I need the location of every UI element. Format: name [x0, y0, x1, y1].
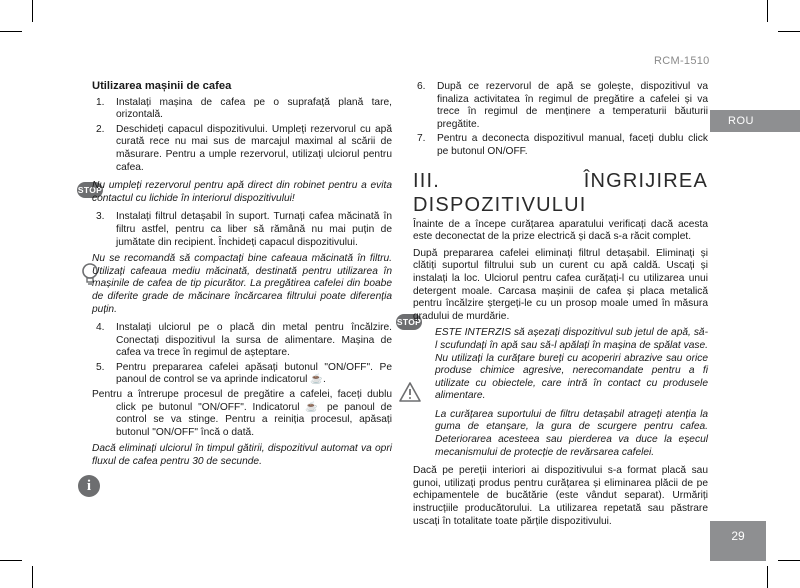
section-title: III. ÎNGRIJIREA DISPOZITIVULUI — [413, 169, 708, 216]
paragraph: După prepararea cafelei eliminați filtrul detașabil. Eliminați și clătiți suportul filtrului sub un curent cu apă caldă. Uscați și instalați la loc. Ulciorul pentru cafea curățați-l cu utilizarea unui detergent moale. Carcasa mașinii de cafea și placa metalică pentru încălzire ștergeți-le cu un prosop moale umed în măsura gradului de murdărie. — [413, 247, 708, 322]
stop-note: ESTE INTERZIS să așezați dispozitivul sub jetul de apă, să-l scufundați în apă sau să-l apălați în mașina de spălat vase. Nu utilizați la curățare bureți cu acoperiri abrazive sau orice produse chimice agresive, nerecomandate pentru a fi utilizate cu obiectele, care intră în contact cu produsele alimentare. — [435, 327, 708, 402]
right-column — [413, 81, 708, 532]
list-item: 3. Instalați filtrul detașabil în suport. Turnați cafea măcinată în filtru astfel, pentru ca liber să rămână nu mai puțin de jumătate din recipient. Închideți capacul dispozitivului. — [96, 211, 392, 248]
section-heading: Utilizarea mașinii de cafea — [92, 80, 232, 92]
page-number: 29 — [710, 521, 766, 561]
model-number: RCM-1510 — [654, 55, 710, 67]
tip-note: Nu se recomandă să compactați bine cafeaua măcinată în filtru. Utilizați cafeaua mediu măcinată, destinată pentru utilizarea în mașinile de cafea de tip picurător. La pregătirea cafelei din boabe de diferite grade de măcinare încărcarea filtrului poate diferenția puțin. — [92, 253, 392, 315]
crop-mark — [767, 566, 768, 588]
stop-note: Nu umpleți rezervorul pentru apă direct din robinet pentru a evita contactul cu lichide în interiorul dispozitivului! — [92, 180, 392, 204]
stop-icon: STOP — [396, 314, 422, 330]
crop-mark — [778, 560, 800, 561]
list-item: 4. Instalați ulciorul pe o placă din metal pentru încălzire. Conectați dispozitivul la sursa de alimentare. Mașina de cafea va trece în regimul de așteptare. — [96, 322, 392, 359]
crop-mark — [778, 31, 800, 32]
warning-note: La curățarea suportului de filtru detașabil atrageți atenția la guma de etanșare, la gura de scurgere pentru cafea. Deteriorarea acesteea sau pierderea va duce la eșecul mecanismului de protecție de revărsarea cafelei. — [435, 408, 708, 458]
paragraph: Dacă pe pereții interiori ai dispozitivului s-a format placă sau gunoi, utilizați produs pentru curățarea și eliminarea plăcii de pe echipamentele de bucătărie (este vândut separat). Urmăriți instrucțiile producătorului. La utilizarea repetată sau păstrare uscați în totalitate toate părțile dispozitivului. — [413, 465, 708, 527]
crop-mark — [0, 31, 22, 32]
list-item: 7. Pentru a deconecta dispozitivul manual, faceți dublu click pe butonul ON/OFF. — [417, 133, 708, 157]
language-tab: ROU — [710, 110, 800, 132]
list-item: 5. Pentru prepararea cafelei apăsați butonul "ON/OFF". Pe panoul de control se va aprinde indicatorul ☕. — [96, 361, 392, 386]
crop-mark — [32, 566, 33, 588]
crop-mark — [0, 560, 22, 561]
crop-mark — [767, 0, 768, 22]
list-item: 1. Instalați mașina de cafea pe o suprafață plană tare, orizontală. — [96, 96, 392, 121]
list-item: 6. După ce rezervorul de apă se golește, dispozitivul va finaliza activitatea în regimul de pregătire a cafelei și va trece în regimul de menținere a temperaturii băuturii pregătite. — [417, 81, 708, 130]
stop-icon: STOP — [77, 182, 103, 198]
info-icon: i — [78, 475, 100, 497]
left-column — [92, 80, 392, 475]
crop-mark — [32, 0, 33, 22]
paragraph: Pentru a întrerupe procesul de pregătire a cafelei, faceți dublu click pe butonul "ON/OFF". Indicatorul ☕ pe panoul de control se va stinge. Pentru a reiniția procesul, apăsați butonul "ON/OFF" încă o dată. — [92, 389, 392, 438]
list-item: 2. Deschideți capacul dispozitivului. Umpleți rezervorul cu apă curată rece nu mai sus de marcajul maximal al scării de măsurare. Pentru a umple rezervorul, utilizați ulciorul pentru cafea. — [96, 123, 392, 173]
info-note: Dacă eliminați ulciorul în timpul gătirii, dispozitivul automat va opri fluxul de cafea pentru 30 de secunde. — [92, 443, 392, 468]
paragraph: Înainte de a începe curățarea aparatului verificați dacă acesta este deconectat de la prize electrică și dacă s-a răcit complet. — [413, 218, 708, 243]
